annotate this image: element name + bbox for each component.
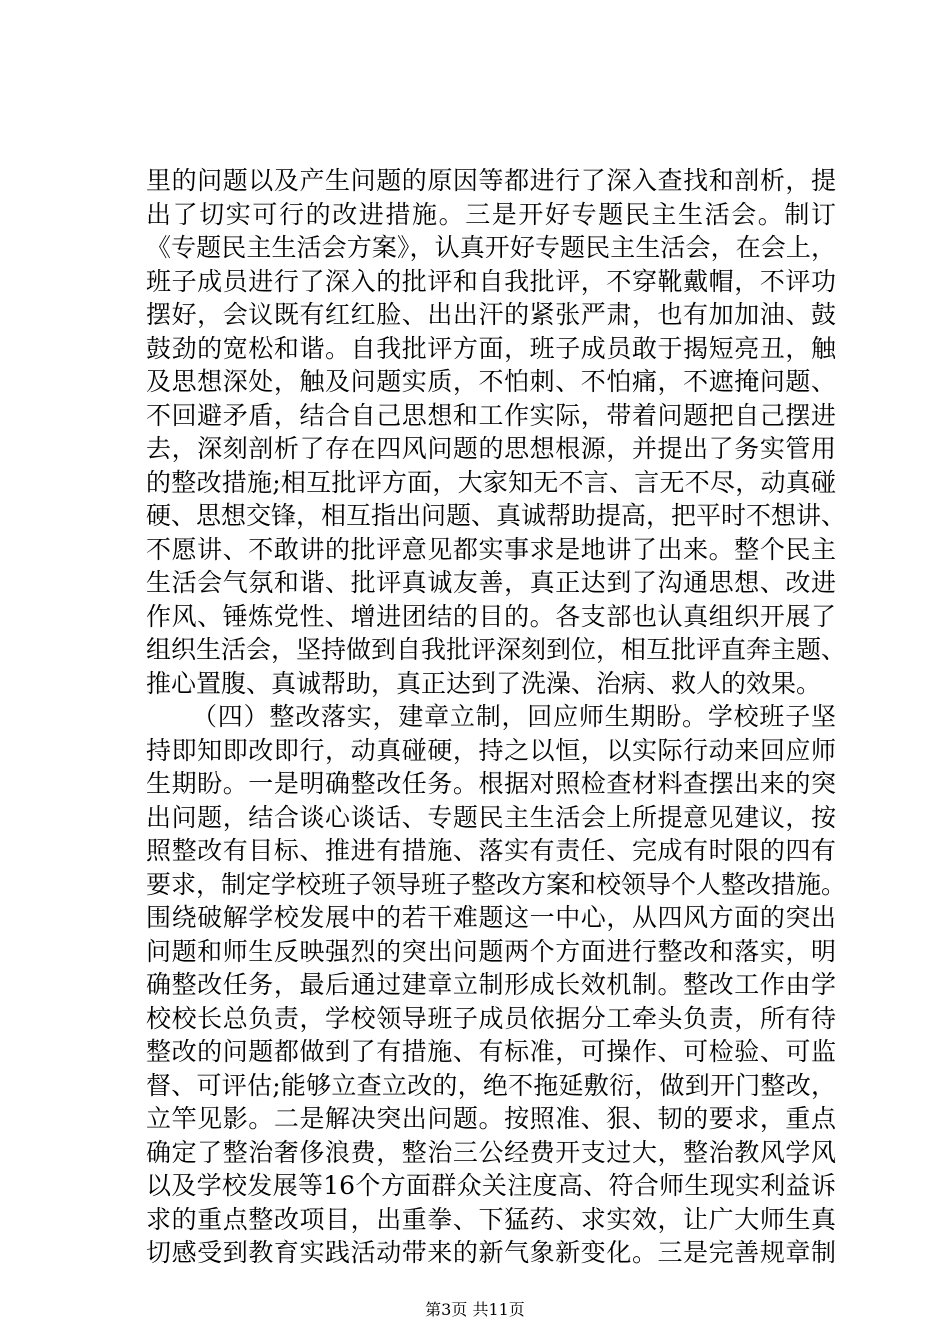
text-line: 立竿见影。二是解决突出问题。按照准、狠、韧的要求，重点 (146, 1104, 836, 1133)
text-line: 不愿讲、不敢讲的批评意见都实事求是地讲了出来。整个民主 (146, 534, 836, 564)
text-line: 班子成员进行了深入的批评和自我批评，不穿靴戴帽，不评功 (146, 266, 836, 296)
text-line: 出问题，结合谈心谈话、专题民主生活会上所提意见建议，按 (146, 802, 836, 832)
body-text (146, 164, 847, 1270)
page-number-footer: 第3页 共11页 (425, 1300, 525, 1319)
text-line: 问题和师生反映强烈的突出问题两个方面进行整改和落实，明 (146, 936, 836, 966)
text-line: 作风、锤炼党性、增进团结的目的。各支部也认真组织开展了 (146, 601, 836, 631)
text-line: 照整改有目标、推进有措施、落实有责任、完成有时限的四有 (146, 836, 836, 865)
text-line: 生期盼。一是明确整改任务。根据对照检查材料查摆出来的突 (146, 769, 836, 798)
text-line: 要求，制定学校班子领导班子整改方案和校领导个人整改措施。 (146, 869, 847, 899)
text-line: 围绕破解学校发展中的若干难题这一中心，从四风方面的突出 (146, 903, 836, 932)
text-line: 《专题民主生活会方案》，认真开好专题民主生活会，在会上， (146, 233, 836, 262)
text-line: 以及学校发展等16个方面群众关注度高、符合师生现实利益诉 (146, 1171, 836, 1200)
text-line: 生活会气氛和谐、批评真诚友善，真正达到了沟通思想、改进 (146, 568, 836, 597)
text-line: 确整改任务，最后通过建章立制形成长效机制。整改工作由学 (146, 970, 836, 999)
text-line: 督、可评估;能够立查立改的，绝不拖延敷衍，做到开门整改， (146, 1070, 836, 1100)
text-line: 的整改措施;相互批评方面，大家知无不言、言无不尽，动真碰 (146, 467, 836, 497)
text-line: 确定了整治奢侈浪费，整治三公经费开支过大，整治教风学风 (146, 1137, 836, 1167)
text-line: 整改的问题都做到了有措施、有标准，可操作、可检验、可监 (146, 1037, 836, 1066)
text-line: 不回避矛盾，结合自己思想和工作实际，带着问题把自己摆进 (146, 400, 836, 430)
text-line: 及思想深处，触及问题实质，不怕刺、不怕痛，不遮掩问题、 (146, 367, 836, 396)
text-line: 持即知即改即行，动真碰硬，持之以恒，以实际行动来回应师 (146, 735, 836, 765)
text-line: 去，深刻剖析了存在四风问题的思想根源，并提出了务实管用 (146, 434, 836, 463)
text-line: 组织生活会，坚持做到自我批评深刻到位，相互批评直奔主题、 (146, 635, 847, 664)
text-line: 鼓劲的宽松和谐。自我批评方面，班子成员敢于揭短亮丑，触 (146, 333, 836, 363)
text-line: 校校长总负责，学校领导班子成员依据分工牵头负责，所有待 (146, 1003, 836, 1033)
text-line: 里的问题以及产生问题的原因等都进行了深入查找和剖析，提 (146, 166, 836, 195)
text-line: 摆好，会议既有红红脸、出出汗的紧张严肃，也有加加油、鼓 (146, 300, 836, 329)
section-heading-line: （四）整改落实，建章立制，回应师生期盼。学校班子坚 (192, 702, 836, 731)
text-line: 求的重点整改项目，出重拳、下猛药、求实效，让广大师生真 (146, 1204, 836, 1234)
text-line: 切感受到教育实践活动带来的新气象新变化。三是完善规章制 (146, 1238, 836, 1267)
text-line: 推心置腹、真诚帮助，真正达到了洗澡、治病、救人的效果。 (146, 668, 822, 698)
text-line: 硬、思想交锋，相互指出问题、真诚帮助提高，把平时不想讲、 (146, 501, 847, 530)
text-line: 出了切实可行的改进措施。三是开好专题民主生活会。制订 (146, 199, 836, 229)
